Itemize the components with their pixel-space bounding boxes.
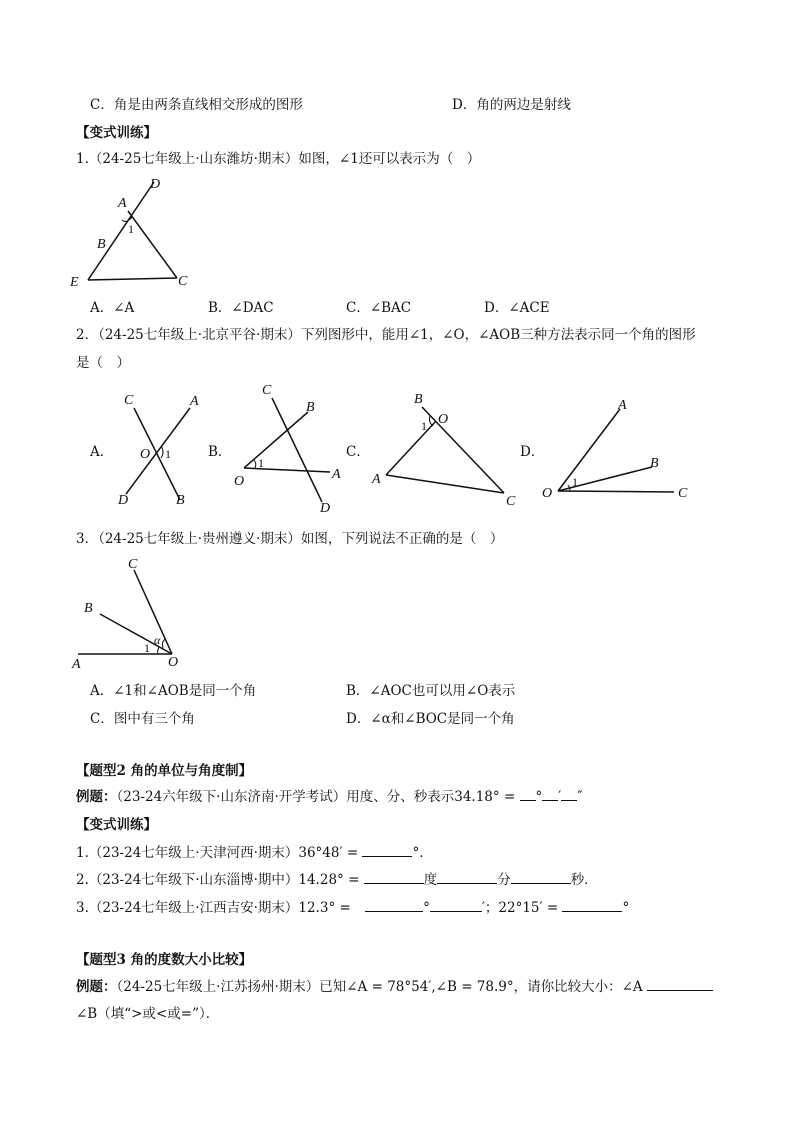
- answer-blank: [542, 788, 558, 801]
- label-b: B: [650, 456, 659, 471]
- label-o: O: [542, 486, 553, 501]
- label-alpha: α: [154, 633, 161, 647]
- q2-option-c-letter: C．: [346, 444, 370, 460]
- type2-variant-1: 1.（23-24七年级上·天津河西·期末）36°48′ = °．: [76, 845, 433, 861]
- example-label: 例题：: [76, 979, 117, 995]
- label-a: A: [190, 394, 199, 409]
- q1-option-d: D．∠ACE: [484, 300, 550, 316]
- type2-example: 例题：（23-24六年级下·山东济南·开学考试）用度、分、秒表示34.18° = ° ′ ″: [76, 789, 583, 805]
- q3-option-b: B．∠AOC也可以用∠O表示: [346, 683, 516, 699]
- type2-variant-heading: 【变式训练】: [76, 817, 157, 833]
- example-label: 例题：: [76, 789, 117, 805]
- answer-blank: [647, 978, 713, 991]
- label-a: A: [72, 657, 81, 672]
- label-b: B: [84, 601, 93, 616]
- type3-example: [76, 978, 713, 996]
- type3-example-line2: ∠B（填“>或<或=”）．: [76, 1006, 220, 1022]
- q2-figure-b: [228, 378, 358, 518]
- q3-option-a: A．∠1和∠AOB是同一个角: [90, 683, 257, 699]
- label-b: B: [97, 237, 106, 252]
- type2-heading: 【题型2 角的单位与角度制】: [76, 763, 253, 779]
- variant-heading: 【变式训练】: [76, 125, 157, 141]
- label-d: D: [150, 177, 161, 192]
- label-a: A: [372, 472, 381, 487]
- answer-blank: [511, 871, 571, 884]
- q2-option-a-letter: A．: [90, 444, 114, 460]
- label-angle-1: 1: [421, 419, 427, 433]
- label-o: O: [438, 412, 449, 427]
- example-text: （24-25七年级上·江苏扬州·期末）已知∠A = 78°54′,∠B = 78.9°，请你比较大小：∠A: [116, 979, 643, 995]
- answer-blank: [430, 899, 482, 912]
- label-o: O: [140, 447, 151, 462]
- label-c: C: [678, 486, 688, 501]
- label-c: C: [178, 274, 188, 289]
- type2-variant-3: 3.（23-24七年级上·江西吉安·期末）12.3° = ° ′；22°15′ = °: [76, 900, 630, 916]
- label-b: B: [176, 493, 185, 508]
- question-1-figure: [60, 172, 210, 292]
- q2-option-b-letter: B．: [208, 444, 232, 460]
- label-angle-1: 1: [258, 456, 264, 470]
- type3-heading: 【题型3 角的度数大小比较】: [76, 952, 253, 968]
- option-d-text: D．角的两边是射线: [452, 97, 571, 113]
- q2-figure-a: [110, 388, 210, 508]
- question-3-figure: [60, 554, 200, 674]
- answer-blank: [561, 788, 577, 801]
- label-b: B: [414, 392, 423, 407]
- label-a: A: [332, 467, 341, 482]
- q1-option-a: A．∠A: [90, 300, 135, 316]
- q3-option-d: D．∠α和∠BOC是同一个角: [346, 711, 515, 727]
- label-b: B: [306, 400, 315, 415]
- label-e: E: [70, 275, 79, 290]
- answer-blank: [562, 899, 622, 912]
- question-3-stem: 3．（24-25七年级上·贵州遵义·期末）如图，下列说法不正确的是（ ）: [76, 531, 504, 547]
- label-d: D: [118, 493, 129, 508]
- answer-blank: [364, 871, 424, 884]
- q2-option-d-letter: D．: [520, 444, 545, 460]
- label-c: C: [124, 393, 134, 408]
- label-o: O: [234, 474, 245, 489]
- answer-blank: [520, 788, 536, 801]
- question-1-stem: 1.（24-25七年级上·山东潍坊·期末）如图，∠1还可以表示为（ ）: [76, 151, 481, 167]
- example-text: （23-24六年级下·山东济南·开学考试）用度、分、秒表示34.18° =: [116, 789, 520, 805]
- type2-variant-2: 2.（23-24七年级下·山东淄博·期中）14.28° = 度 分 秒．: [76, 872, 598, 888]
- label-c: C: [262, 383, 272, 398]
- q1-option-b: B．∠DAC: [208, 300, 274, 316]
- label-angle-1: 1: [165, 447, 171, 461]
- label-a: A: [118, 196, 127, 211]
- label-angle-1: 1: [128, 222, 134, 236]
- label-c: C: [128, 557, 138, 572]
- answer-blank: [365, 899, 423, 912]
- question-2-stem-line2: 是（ ）: [76, 355, 130, 371]
- label-angle-1: 1: [572, 475, 578, 489]
- label-a: A: [618, 398, 627, 413]
- q1-option-c: C．∠BAC: [346, 300, 412, 316]
- answer-blank: [437, 871, 497, 884]
- label-angle-1: 1: [144, 641, 150, 655]
- q2-figure-d: [540, 395, 710, 505]
- label-c: C: [506, 494, 516, 509]
- q3-option-c: C．图中有三个角: [90, 711, 195, 727]
- answer-blank: [362, 844, 412, 857]
- question-2-stem-line1: 2．（24-25七年级上·北京平谷·期末）下列图形中，能用∠1，∠O，∠AOB三种方法表示同一个角的图形: [76, 327, 696, 343]
- label-d: D: [320, 501, 331, 516]
- q2-figure-c: [366, 385, 526, 515]
- option-c-text: C．角是由两条直线相交形成的图形: [90, 97, 303, 113]
- label-o: O: [168, 655, 179, 670]
